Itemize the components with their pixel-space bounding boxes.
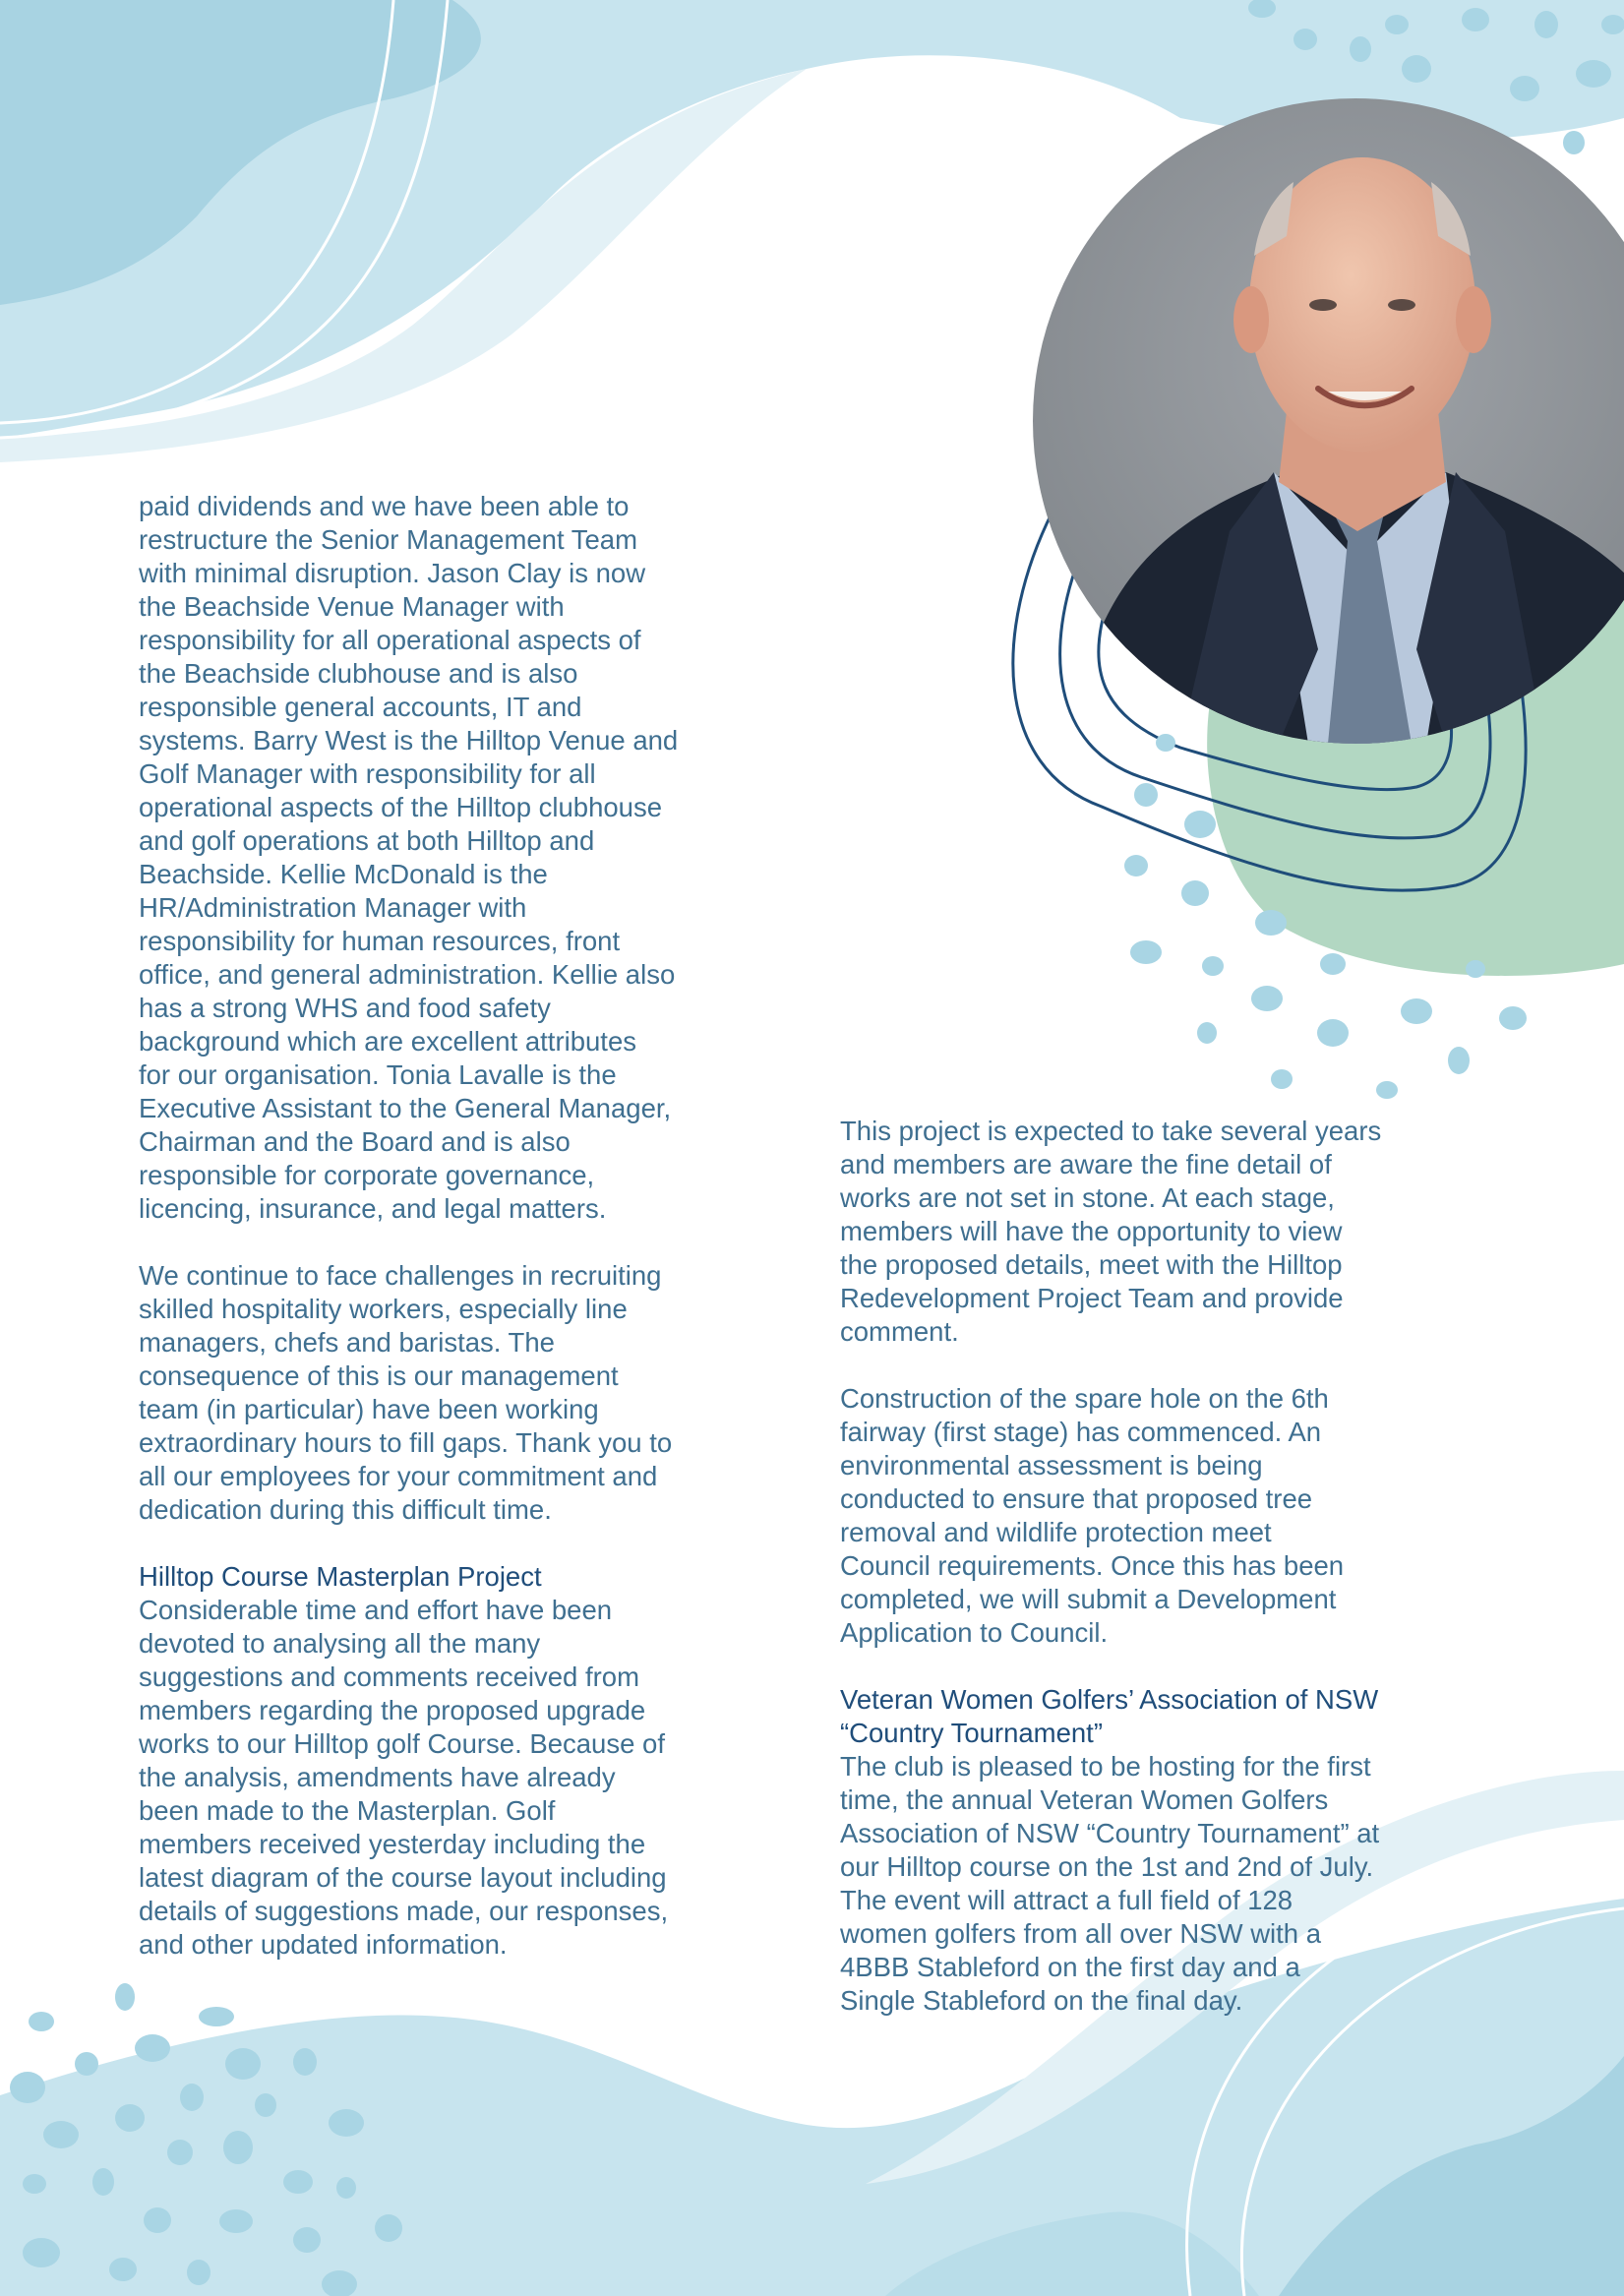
right-column [840, 1115, 1460, 2051]
heading-veteran-women: Veteran Women Golfers’ Association of NSW “Country Tournament” [840, 1684, 1379, 1748]
paragraph-tournament: The club is pleased to be hosting for the first time, the annual Veteran Women Golfers Association of NSW “Country Tournament” at our Hilltop course on the 1st and 2nd of July. The event will attract a full field of 128 women golfers from all over NSW with a 4BBB Stableford on the first day and a Single Stableford on the final day. [840, 1751, 1380, 2016]
paragraph-recruiting: We continue to face challenges in recruiting skilled hospitality workers, especially line managers, chefs and baristas. The consequence of this is our management team (in particular) have been working extraordinary hours to fill gaps. Thank you to all our employees for your commitment and dedication during this difficult time. [139, 1260, 673, 1525]
paragraph-project-timeline: This project is expected to take several years and members are aware the fine detail of works are not set in stone. At each stage, members will have the opportunity to view the proposed details, meet with the Hilltop Redevelopment Project Team and provide comment. [840, 1116, 1382, 1347]
chairman-portrait [1033, 98, 1624, 744]
paragraph-spare-hole: Construction of the spare hole on the 6th fairway (first stage) has commenced. An environmental assessment is being conducted to ensure that proposed tree removal and wildlife protection meet Council requirements. Once this has been completed, we will submit a Development Application to Council. [840, 1383, 1345, 1648]
paragraph-masterplan: Considerable time and effort have been devoted to analysing all the many suggestions and comments received from members regarding the proposed upgrade works to our Hilltop golf Course. Because of the analysis, amendments have already been made to the Masterplan. Golf members received yesterday including the latest diagram of the course layout including details of suggestions made, our responses, and other updated information. [139, 1595, 669, 1960]
heading-masterplan: Hilltop Course Masterplan Project [139, 1561, 542, 1592]
paragraph-management-team: paid dividends and we have been able to restructure the Senior Management Team with minimal disruption. Jason Clay is now the Beachside Venue Manager with responsibility for all operational aspects of the Beachside clubhouse and is also responsible general accounts, IT and systems. Barry West is the Hilltop Venue and Golf Manager with responsibility for all operational aspects of the Hilltop clubhouse and golf operations at both Hilltop and Beachside. Kellie McDonald is the HR/Administration Manager with responsibility for human resources, front office, and general administration. Kellie also has a strong WHS and food safety background which are excellent attributes for our organisation. Tonia Lavalle is the Executive Assistant to the General Manager, Chairman and the Board and is also responsible for corporate governance, licencing, insurance, and legal matters. [139, 491, 679, 1224]
left-column [139, 490, 749, 1995]
